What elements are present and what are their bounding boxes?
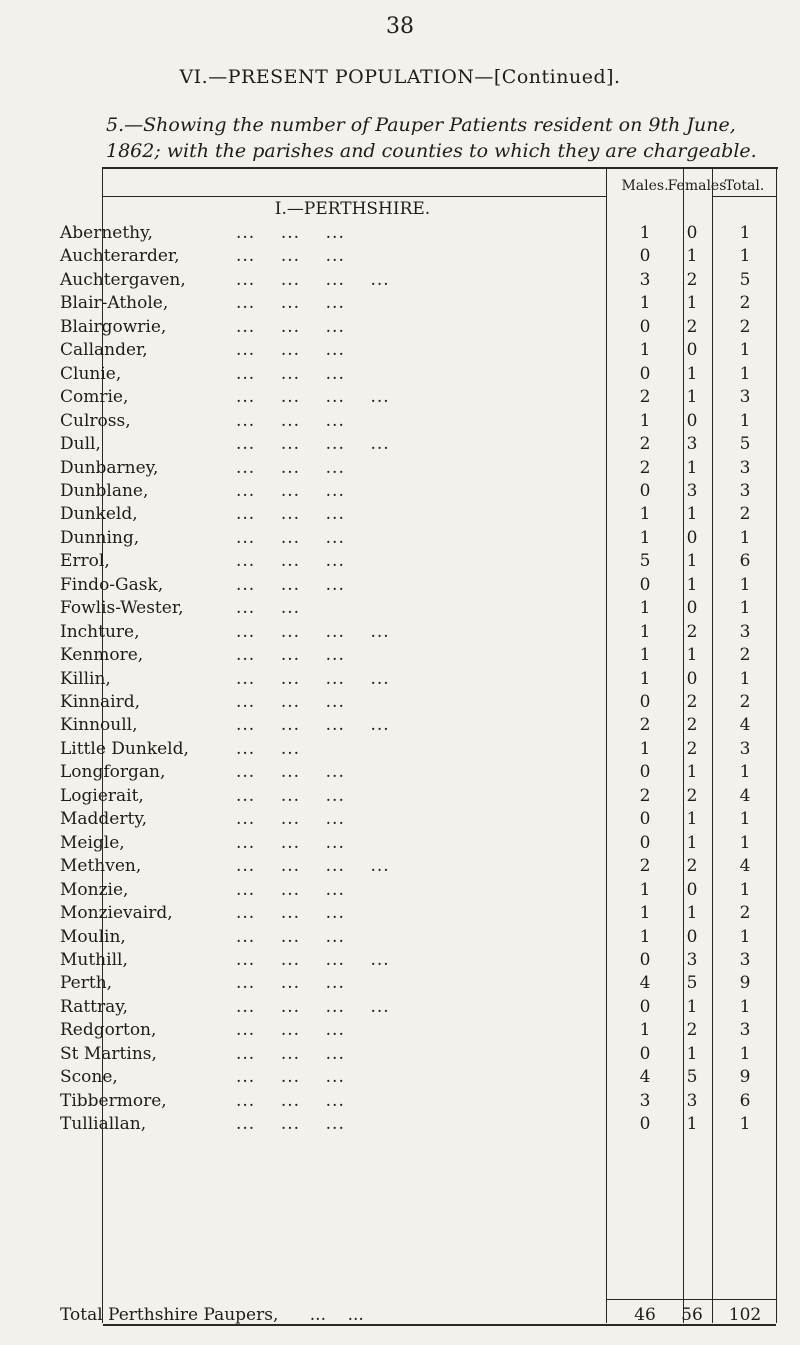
table-row xyxy=(60,786,780,810)
leader-dots: ... ... ... xyxy=(236,809,345,830)
total-rule-females xyxy=(684,1299,712,1300)
leader-dots: ... ... ... xyxy=(236,1067,345,1088)
parish-name: Rattray, xyxy=(60,996,128,1017)
cell-total: 3 xyxy=(739,949,751,970)
leader-dots: ... ... ... xyxy=(236,1114,345,1135)
leader-dots: ... ... ... ... xyxy=(236,949,390,970)
cell-total: 9 xyxy=(739,1067,751,1088)
parish-name: Dunblane, xyxy=(60,480,149,501)
parish-name: Logierait, xyxy=(60,785,144,806)
page-number: 38 xyxy=(386,14,414,39)
leader-dots: ... ... ... xyxy=(236,340,345,361)
parish-name: Monzievaird, xyxy=(60,903,173,924)
cell-females: 0 xyxy=(686,223,698,243)
leader-dots: ... ... ... xyxy=(236,457,345,478)
cell-males: 1 xyxy=(639,293,651,314)
cell-total: 1 xyxy=(739,527,751,548)
cell-males: 3 xyxy=(639,1090,651,1111)
total-rule-total xyxy=(713,1299,776,1300)
cell-males: 1 xyxy=(639,504,651,525)
cell-males: 2 xyxy=(639,715,651,736)
table-row xyxy=(60,739,780,763)
cell-males: 2 xyxy=(639,387,651,408)
cell-females: 1 xyxy=(686,387,698,408)
parish-name: Killin, xyxy=(60,668,111,689)
table-row xyxy=(60,551,780,575)
parish-name: Dull, xyxy=(60,434,101,455)
cell-total: 1 xyxy=(739,246,751,267)
parish-name: Fowlis-Wester, xyxy=(60,598,184,619)
cell-total: 1 xyxy=(739,996,751,1017)
parish-name: Auchtergaven, xyxy=(60,269,186,290)
leader-dots: ... ... ... xyxy=(236,316,345,337)
header-rule xyxy=(103,196,606,197)
parish-name: Dunkeld, xyxy=(60,504,138,525)
cell-females: 1 xyxy=(686,903,698,924)
cell-males: 2 xyxy=(639,785,651,806)
leader-dots: ... ... ... xyxy=(236,879,345,900)
table-row xyxy=(60,692,780,716)
cell-females: 2 xyxy=(686,715,698,736)
cell-total: 1 xyxy=(739,574,751,595)
parish-name: Abernethy, xyxy=(60,223,153,243)
cell-males: 1 xyxy=(639,668,651,689)
cell-females: 0 xyxy=(686,668,698,689)
cell-females: 1 xyxy=(686,809,698,830)
cell-males: 1 xyxy=(639,879,651,900)
parish-name: Comrie, xyxy=(60,387,129,408)
leader-dots: ... ... ... xyxy=(236,480,345,501)
cell-males: 1 xyxy=(639,1020,651,1041)
cell-females: 1 xyxy=(686,996,698,1017)
parish-name: Moulin, xyxy=(60,926,126,947)
cell-females: 1 xyxy=(686,1114,698,1135)
cell-females: 5 xyxy=(686,973,698,994)
parish-name: St Martins, xyxy=(60,1043,157,1064)
table-row xyxy=(60,246,780,270)
cell-females: 2 xyxy=(686,785,698,806)
leader-dots: ... ... ... xyxy=(236,785,345,806)
cell-females: 1 xyxy=(686,832,698,853)
cell-total: 2 xyxy=(739,903,751,924)
leader-dots: ... ... ... xyxy=(236,246,345,267)
cell-total: 5 xyxy=(739,434,751,455)
cell-males: 1 xyxy=(639,340,651,361)
cell-females: 1 xyxy=(686,1043,698,1064)
cell-total: 3 xyxy=(739,480,751,501)
table-row xyxy=(60,1091,780,1115)
cell-total: 4 xyxy=(739,785,751,806)
cell-total: 4 xyxy=(739,856,751,877)
parish-name: Findo-Gask, xyxy=(60,574,164,595)
table-row xyxy=(60,364,780,388)
leader-dots: ... ... ... ... xyxy=(236,856,390,877)
table-row xyxy=(60,669,780,693)
parish-name: Errol, xyxy=(60,551,110,572)
cell-females: 1 xyxy=(686,574,698,595)
table-row xyxy=(60,645,780,669)
parish-name: Inchture, xyxy=(60,621,140,642)
top-rule xyxy=(102,167,778,169)
cell-males: 0 xyxy=(639,1043,651,1064)
leader-dots: ... ... ... ... xyxy=(236,269,390,290)
table-row xyxy=(60,809,780,833)
section-title: I.—PERTHSHIRE. xyxy=(274,199,431,219)
cell-females: 1 xyxy=(686,293,698,314)
cell-total: 2 xyxy=(739,293,751,314)
parish-name: Longforgan, xyxy=(60,762,166,783)
cell-total: 6 xyxy=(739,1090,751,1111)
leader-dots: ... ... ... ... xyxy=(236,387,390,408)
leader-dots: ... ... ... xyxy=(236,832,345,853)
cell-females: 3 xyxy=(686,480,698,501)
cell-males: 5 xyxy=(639,551,651,572)
leader-dots: ... ... ... ... xyxy=(236,668,390,689)
parish-name: Methven, xyxy=(60,856,142,877)
table-row xyxy=(60,575,780,599)
cell-total: 1 xyxy=(739,340,751,361)
parish-name: Culross, xyxy=(60,410,131,431)
parish-name: Scone, xyxy=(60,1067,118,1088)
total-females: 56 xyxy=(681,1305,703,1325)
cell-males: 2 xyxy=(639,434,651,455)
leader-dots: ... ... ... xyxy=(236,762,345,783)
cell-males: 0 xyxy=(639,316,651,337)
cell-males: 3 xyxy=(639,269,651,290)
leader-dots: ... ... ... xyxy=(236,692,345,712)
cell-males: 1 xyxy=(639,527,651,548)
cell-males: 2 xyxy=(639,856,651,877)
table-row xyxy=(60,293,780,317)
cell-males: 0 xyxy=(639,996,651,1017)
leader-dots: ... ... ... xyxy=(236,410,345,431)
parish-name: Blairgowrie, xyxy=(60,316,167,337)
table-row xyxy=(60,1114,780,1138)
table-row xyxy=(60,270,780,294)
cell-females: 3 xyxy=(686,434,698,455)
cell-total: 1 xyxy=(739,223,751,243)
table-row xyxy=(60,927,780,951)
cell-total: 4 xyxy=(739,715,751,736)
cell-total: 2 xyxy=(739,504,751,525)
cell-females: 1 xyxy=(686,504,698,525)
cell-total: 5 xyxy=(739,269,751,290)
cell-total: 1 xyxy=(739,762,751,783)
table-row xyxy=(60,434,780,458)
cell-females: 0 xyxy=(686,879,698,900)
total-label-text: Total Perthshire Paupers, xyxy=(60,1305,279,1325)
leader-dots: ... ... ... xyxy=(236,1020,345,1041)
cell-males: 1 xyxy=(639,645,651,666)
cell-males: 1 xyxy=(639,903,651,924)
parish-name: Redgorton, xyxy=(60,1020,157,1041)
leader-dots: ... ... ... xyxy=(236,1090,345,1111)
cell-females: 0 xyxy=(686,527,698,548)
cell-females: 1 xyxy=(686,363,698,384)
cell-females: 2 xyxy=(686,692,698,712)
table-row xyxy=(60,223,780,247)
total-total: 102 xyxy=(728,1305,762,1325)
parish-name: Little Dunkeld, xyxy=(60,738,189,759)
leader-dots: ... ... ... xyxy=(236,527,345,548)
cell-total: 2 xyxy=(739,316,751,337)
table-row xyxy=(60,1020,780,1044)
cell-total: 3 xyxy=(739,387,751,408)
table-row xyxy=(60,715,780,739)
parish-name: Monzie, xyxy=(60,879,129,900)
parish-name: Auchterarder, xyxy=(60,246,180,267)
cell-total: 1 xyxy=(739,598,751,619)
cell-total: 6 xyxy=(739,551,751,572)
cell-males: 1 xyxy=(639,410,651,431)
table-row xyxy=(60,598,780,622)
table-row xyxy=(60,880,780,904)
leader-dots: ... ... ... ... xyxy=(236,715,390,736)
cell-males: 0 xyxy=(639,809,651,830)
parish-name: Tibbermore, xyxy=(60,1090,167,1111)
header-rule-total xyxy=(713,196,776,197)
cell-males: 0 xyxy=(639,949,651,970)
cell-males: 0 xyxy=(639,832,651,853)
parish-name: Blair-Athole, xyxy=(60,293,169,314)
cell-males: 0 xyxy=(639,574,651,595)
table-subtitle-line-2: 1862; with the parishes and counties to which they are chargeable. xyxy=(106,140,757,162)
table-row xyxy=(60,903,780,927)
leader-dots: ... ... ... xyxy=(236,293,345,314)
total-males: 46 xyxy=(634,1305,656,1325)
parish-name: Muthill, xyxy=(60,949,128,970)
total-rule-males xyxy=(607,1299,683,1300)
cell-males: 1 xyxy=(639,598,651,619)
cell-total: 1 xyxy=(739,363,751,384)
leader-dots: ... ... ... xyxy=(236,363,345,384)
cell-total: 1 xyxy=(739,809,751,830)
table-row xyxy=(60,1067,780,1091)
leader-dots: ... ... ... xyxy=(236,645,345,666)
leader-dots: ... ... xyxy=(236,598,301,619)
cell-males: 4 xyxy=(639,1067,651,1088)
leader-dots: ... ... ... xyxy=(236,903,345,924)
cell-females: 5 xyxy=(686,1067,698,1088)
cell-total: 1 xyxy=(739,832,751,853)
cell-females: 0 xyxy=(686,598,698,619)
column-header-females: Females xyxy=(667,178,727,194)
cell-females: 2 xyxy=(686,316,698,337)
cell-females: 2 xyxy=(686,1020,698,1041)
cell-total: 3 xyxy=(739,1020,751,1041)
cell-females: 2 xyxy=(686,856,698,877)
leader-dots: ... ... ... xyxy=(236,926,345,947)
cell-females: 0 xyxy=(686,340,698,361)
total-leader-dots: ... ... xyxy=(309,1305,364,1325)
parish-name: Dunning, xyxy=(60,527,140,548)
parish-name: Clunie, xyxy=(60,363,122,384)
cell-males: 1 xyxy=(639,738,651,759)
parish-name: Meigle, xyxy=(60,832,125,853)
cell-females: 2 xyxy=(686,269,698,290)
cell-total: 1 xyxy=(739,1043,751,1064)
table-row xyxy=(60,317,780,341)
cell-males: 0 xyxy=(639,762,651,783)
table-subtitle-line-1: 5.—Showing the number of Pauper Patients resident on 9th June, xyxy=(106,114,736,136)
leader-dots: ... ... ... ... xyxy=(236,996,390,1017)
cell-females: 0 xyxy=(686,410,698,431)
table-row xyxy=(60,762,780,786)
cell-total: 9 xyxy=(739,973,751,994)
cell-males: 1 xyxy=(639,223,651,243)
cell-total: 1 xyxy=(739,668,751,689)
leader-dots: ... ... ... ... xyxy=(236,434,390,455)
parish-name: Kenmore, xyxy=(60,645,144,666)
cell-total: 2 xyxy=(739,645,751,666)
cell-females: 1 xyxy=(686,762,698,783)
table-row xyxy=(60,950,780,974)
cell-females: 1 xyxy=(686,457,698,478)
cell-females: 3 xyxy=(686,1090,698,1111)
cell-total: 1 xyxy=(739,879,751,900)
cell-total: 3 xyxy=(739,457,751,478)
leader-dots: ... ... ... xyxy=(236,504,345,525)
total-label xyxy=(60,1305,364,1325)
table-row xyxy=(60,833,780,857)
table-row xyxy=(60,1044,780,1068)
cell-total: 2 xyxy=(739,692,751,712)
cell-males: 0 xyxy=(639,480,651,501)
cell-males: 4 xyxy=(639,973,651,994)
cell-males: 0 xyxy=(639,1114,651,1135)
cell-females: 1 xyxy=(686,246,698,267)
table-row xyxy=(60,411,780,435)
cell-females: 1 xyxy=(686,551,698,572)
table-row xyxy=(60,458,780,482)
table-row xyxy=(60,387,780,411)
parish-name: Dunbarney, xyxy=(60,457,159,478)
table-row xyxy=(60,973,780,997)
cell-total: 3 xyxy=(739,621,751,642)
cell-males: 0 xyxy=(639,246,651,267)
table-row xyxy=(60,622,780,646)
column-header-males: Males. xyxy=(621,178,669,194)
cell-females: 2 xyxy=(686,738,698,759)
table-row xyxy=(60,481,780,505)
leader-dots: ... ... ... xyxy=(236,551,345,572)
leader-dots: ... ... ... xyxy=(236,574,345,595)
leader-dots: ... ... ... ... xyxy=(236,621,390,642)
cell-total: 1 xyxy=(739,926,751,947)
parish-name: Callander, xyxy=(60,340,148,361)
cell-total: 3 xyxy=(739,738,751,759)
leader-dots: ... ... xyxy=(236,738,301,759)
table-heading: VI.—PRESENT POPULATION—[Continued]. xyxy=(179,66,621,88)
cell-males: 0 xyxy=(639,692,651,712)
cell-total: 1 xyxy=(739,1114,751,1135)
leader-dots: ... ... ... xyxy=(236,223,345,243)
table-row xyxy=(60,528,780,552)
table-row xyxy=(60,997,780,1021)
cell-males: 0 xyxy=(639,363,651,384)
parish-name: Kinnaird, xyxy=(60,692,141,712)
cell-females: 3 xyxy=(686,949,698,970)
cell-males: 1 xyxy=(639,926,651,947)
parish-name: Madderty, xyxy=(60,809,148,830)
cell-females: 0 xyxy=(686,926,698,947)
cell-females: 1 xyxy=(686,645,698,666)
column-header-total: Total. xyxy=(724,178,765,194)
cell-males: 2 xyxy=(639,457,651,478)
parish-name: Tulliallan, xyxy=(60,1114,147,1135)
parish-name: Kinnoull, xyxy=(60,715,138,736)
cell-females: 2 xyxy=(686,621,698,642)
cell-males: 1 xyxy=(639,621,651,642)
table-row xyxy=(60,504,780,528)
table-row xyxy=(60,856,780,880)
cell-total: 1 xyxy=(739,410,751,431)
table-row xyxy=(60,340,780,364)
leader-dots: ... ... ... xyxy=(236,973,345,994)
parish-name: Perth, xyxy=(60,973,113,994)
leader-dots: ... ... ... xyxy=(236,1043,345,1064)
